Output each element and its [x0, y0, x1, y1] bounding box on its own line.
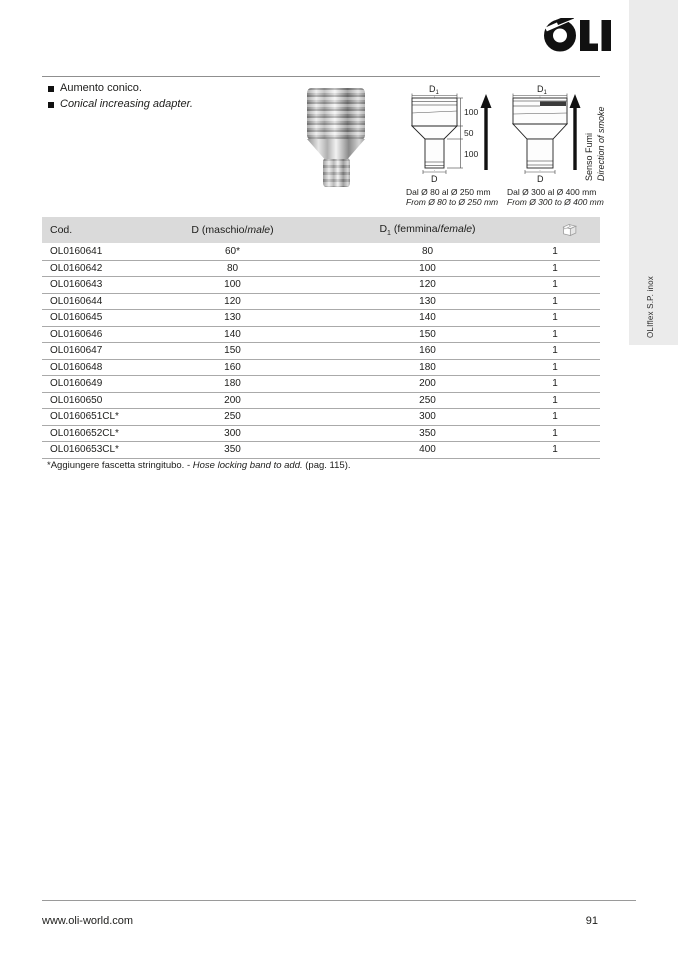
diagram-right-top-label: $D_1$: [537, 84, 547, 96]
bullet-square-icon: [48, 86, 54, 92]
cell-d1: 120: [419, 279, 436, 291]
cell-cod: OL0160646: [50, 328, 103, 340]
table-row: [42, 293, 600, 310]
table-row: [42, 408, 600, 425]
cell-cod: OL0160643: [50, 279, 103, 291]
cell-d1: 300: [419, 411, 436, 423]
cell-cod: OL0160651CL*: [50, 411, 119, 423]
table-footnote: *Aggiungere fascetta stringitubo. - Hose locking band to add. (pag. 115).: [47, 460, 351, 471]
cell-d: 80: [226, 262, 239, 274]
cell-d: 200: [224, 394, 241, 406]
smoke-direction-label-en: Direction of smoke: [596, 106, 606, 181]
table-row: [42, 441, 600, 458]
cell-cod: OL0160648: [50, 361, 103, 373]
dim-50: 50: [464, 128, 474, 138]
cell-d1: 150: [419, 328, 436, 340]
cell-d1: 160: [419, 345, 436, 357]
header-cod: Cod.: [50, 224, 73, 236]
caption-small-range-en: From Ø 80 to Ø 250 mm: [406, 197, 499, 207]
oli-logo-icon: [544, 18, 612, 52]
side-tab-label: OLIflex S.P. inox: [646, 276, 655, 338]
cell-d: 180: [224, 378, 241, 390]
cell-qty: 1: [552, 279, 558, 291]
cell-d1: 400: [419, 444, 436, 456]
diagram-small-range: [403, 82, 503, 186]
bullet-english: [48, 97, 193, 112]
diagram-left-bottom-label: D: [431, 174, 438, 184]
caption-large-range-en: From Ø 300 to Ø 400 mm: [507, 197, 604, 207]
cell-qty: 1: [552, 394, 558, 406]
cell-cod: OL0160644: [50, 295, 103, 307]
side-tab: [629, 0, 678, 345]
cell-qty: 1: [552, 262, 558, 274]
table-row: [42, 276, 600, 293]
cell-qty: 1: [552, 245, 558, 257]
cell-d: 100: [224, 279, 241, 291]
cell-qty: 1: [552, 427, 558, 439]
smoke-direction-arrow-icon: [570, 94, 581, 170]
footer-rule: [42, 900, 636, 901]
product-table: [42, 217, 600, 459]
caption-large-range: [507, 187, 604, 207]
dim-100-top: 100: [464, 107, 479, 117]
cell-d1: 180: [419, 361, 436, 373]
photo-top-cylinder: [307, 88, 365, 140]
diagram-left-top-label: $D_1$: [429, 84, 439, 96]
table-row: [42, 359, 600, 376]
intro-block: [48, 81, 193, 113]
table-row: [42, 309, 600, 326]
table-row: [42, 260, 600, 277]
cell-d: 160: [224, 361, 241, 373]
cell-d1: 200: [419, 378, 436, 390]
cell-d: 120: [224, 295, 241, 307]
caption-large-range-it: Dal Ø 300 al Ø 400 mm: [507, 187, 597, 197]
footer-url: www.oli-world.com: [42, 915, 134, 927]
cell-cod: OL0160647: [50, 345, 103, 357]
header-d1-female: $D_1$ (femmina/female): [379, 222, 476, 238]
cell-qty: 1: [552, 295, 558, 307]
header-d-male: D (maschio/male): [191, 224, 274, 236]
cell-qty: 1: [552, 444, 558, 456]
cell-d: 350: [224, 444, 241, 456]
bullet-italian-text: Aumento conico.: [60, 82, 142, 94]
dim-100-bottom: 100: [464, 149, 479, 159]
diagram-large-range: [505, 82, 583, 186]
smoke-direction-arrow-icon: [481, 94, 492, 170]
cell-d1: 250: [419, 394, 436, 406]
cell-cod: OL0160645: [50, 312, 103, 324]
cell-d1: 130: [419, 295, 436, 307]
cell-cod: OL0160642: [50, 262, 103, 274]
caption-small-range-it: Dal Ø 80 al Ø 250 mm: [406, 187, 491, 197]
product-photo: [299, 88, 373, 188]
table-header-row: [42, 217, 600, 243]
smoke-direction-label-it: Senso Fumi: [584, 132, 594, 181]
table-row: [42, 425, 600, 442]
cell-d: 150: [224, 345, 241, 357]
bullet-english-text: Conical increasing adapter.: [60, 98, 193, 110]
table-row: [42, 375, 600, 392]
table-body: [42, 243, 600, 459]
cell-d1: 80: [421, 245, 434, 257]
cell-qty: 1: [552, 312, 558, 324]
cell-qty: 1: [552, 328, 558, 340]
caption-small-range: [406, 187, 498, 207]
table-row: [42, 342, 600, 359]
table-row: [42, 243, 600, 260]
oli-logo: [544, 18, 612, 52]
cell-cod: OL0160652CL*: [50, 427, 119, 439]
bullet-italian: [48, 81, 193, 96]
header-qty: [540, 222, 600, 238]
bullet-square-icon: [48, 102, 54, 108]
cell-d: 300: [224, 427, 241, 439]
cell-d1: 350: [419, 427, 436, 439]
cell-qty: 1: [552, 361, 558, 373]
cell-qty: 1: [552, 411, 558, 423]
cell-cod: OL0160649: [50, 378, 103, 390]
cell-d1: 100: [419, 262, 436, 274]
package-icon: [561, 222, 578, 238]
header-rule: [42, 76, 600, 77]
cell-d: 60*: [224, 245, 240, 257]
cell-qty: 1: [552, 345, 558, 357]
diagram-right-bottom-label: D: [537, 174, 544, 184]
photo-cone: [307, 139, 365, 159]
table-row: [42, 326, 600, 343]
cell-cod: OL0160650: [50, 394, 103, 406]
cell-cod: OL0160641: [50, 245, 103, 257]
cell-d: 140: [224, 328, 241, 340]
table-row: [42, 392, 600, 409]
cell-d: 130: [224, 312, 241, 324]
photo-bottom-cylinder: [323, 158, 350, 187]
cell-cod: OL0160653CL*: [50, 444, 119, 456]
page-number: 91: [585, 915, 598, 927]
cell-qty: 1: [552, 378, 558, 390]
cell-d1: 140: [419, 312, 436, 324]
cell-d: 250: [224, 411, 241, 423]
